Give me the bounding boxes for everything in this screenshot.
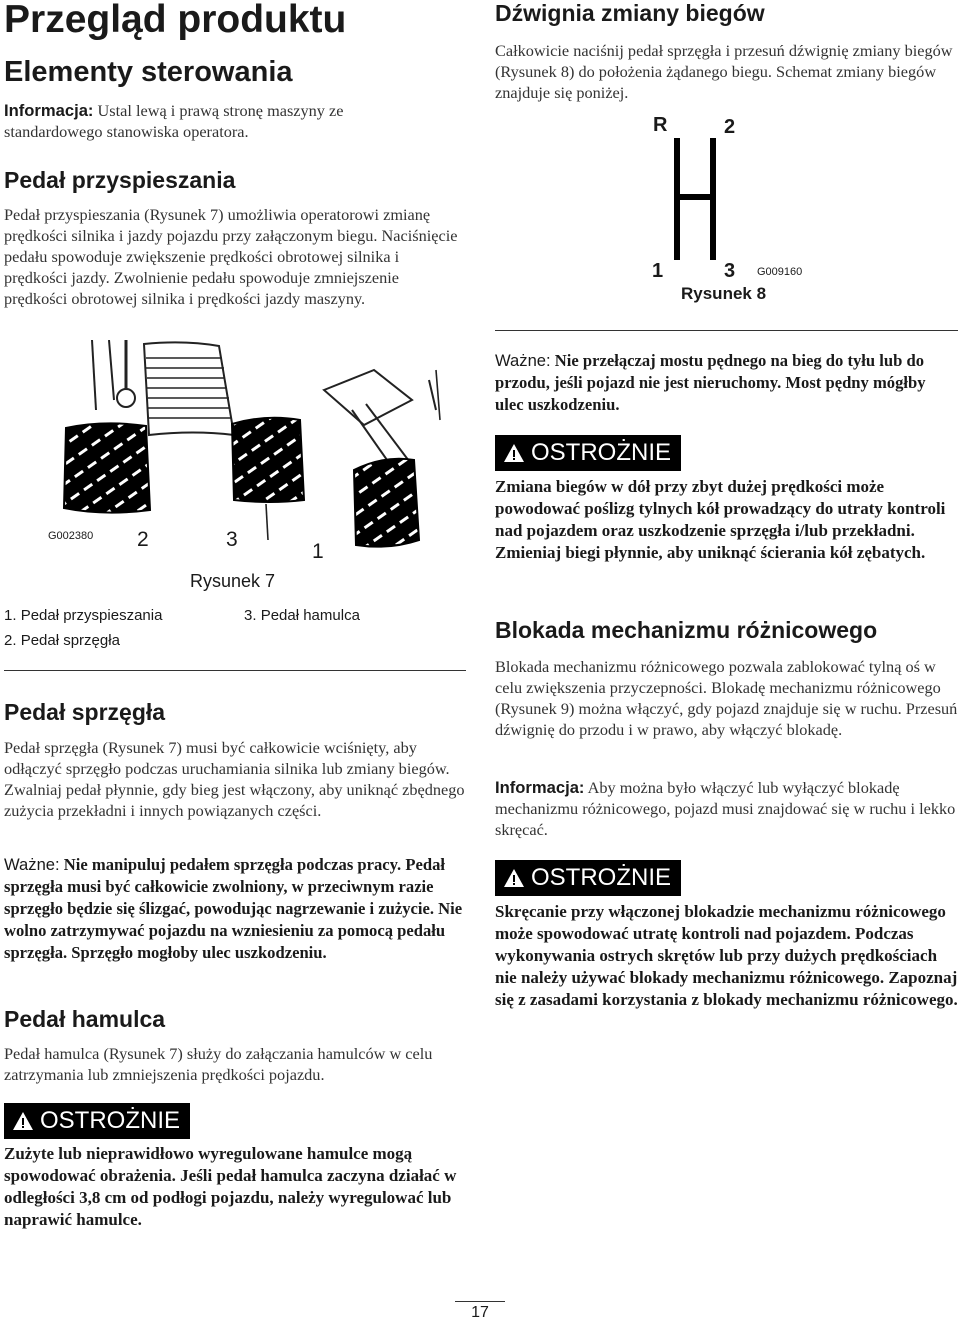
shift-position-3: 3 [724,260,736,282]
figure-7-callout-2: 2 [137,528,149,551]
figure-7-callout-3: 3 [226,528,238,551]
clutch-important [4,854,466,964]
shift-heading: Dźwignia zmiany biegów [495,0,765,26]
legend-item-3: 3. Pedał hamulca [244,607,360,624]
page-title: Przegląd produktu [4,0,347,41]
diff-text: Blokada mechanizmu różnicowego pozwala zablokować tylną oś w celu zwiększenia przyczepności. Blokadę mechanizmu różnicowego (Rysunek 9) można włączyć, gdy pojazd znajduje się w ruchu. Przesuń dźwignię do przodu i w prawo, aby włączyć blokadę. [495,657,958,739]
diff-info-label: Informacja: [495,778,585,797]
info-text: Ustal lewą i prawą stronę maszyny ze standardowego stanowiska operatora. [4,101,344,141]
warning-triangle-icon [503,443,525,463]
shift-important-text: Nie przełączaj mostu pędnego na bieg do tyłu lub do przodu, jeśli pojazd nie jest nieruchomy. Most pędny mógłby ulec uszkodzeniu. [495,351,926,414]
brake-caution-text: Zużyte lub nieprawidłowo wyregulowane hamulce mogą spowodować obrażenia. Jeśli pedał hamulca zaczyna działać w odległości 3,8 cm od podłogi pojazdu, należy wyregulować lub naprawić hamulce. [4,1144,457,1229]
clutch-important-text: Nie manipuluj pedałem sprzęgła podczas pracy. Pedał sprzęgła musi być całkowicie zwolniony, w przeciwnym razie sprzęgło będzie się ślizgać, powodując nagrzewanie i zużycie. Nie wolno zatrzymywać pojazdu na wzniesieniu za pomocą pedału sprzęgła. Sprzęgło mogłoby ulec uszkodzeniu. [4,855,463,962]
shift-position-2: 2 [724,116,736,138]
legend-item-2: 2. Pedał sprzęgła [4,632,120,649]
diff-caution-badge: OSTROŻNIE [495,860,681,896]
info-label: Informacja: [4,101,94,120]
brake-caution-badge: OSTROŻNIE [4,1103,190,1139]
accel-text: Pedał przyspieszania (Rysunek 7) umożliwia operatorowi zmianę prędkości silnika i jazdy pojazdu przy załączonym biegu. Naciśnięcie pedału spowoduje zwiększenie prędkości obrotowej silnika i prędkości jazdy. Zwolnienie pedału spowoduje zmniejszenie prędkości obrotowej silnika i prędkości jazdy maszyny. [4,205,458,308]
shift-important [495,350,958,416]
figure-7-callout-1: 1 [312,540,324,563]
divider [4,670,466,671]
controls-heading: Elementy sterowania [4,56,293,88]
diff-heading: Blokada mechanizmu różnicowego [495,617,878,643]
shift-caution-text: Zmiana biegów w dół przy zbyt dużej prędkości może powodować poślizg tylnych kół prowadzący do utraty kontroli nad pojazdem oraz uszkodzenie sprzęgła i/lub przekładni. Zmieniaj biegi płynnie, aby uniknąć ścierania kół zębatych. [495,477,946,562]
divider [495,330,958,331]
clutch-text: Pedał sprzęgła (Rysunek 7) musi być całkowicie wciśnięty, aby odłączyć sprzęgło podczas uruchamiania silnika lub zmiany biegów. Zwalniaj pedał płynnie, gdy bieg jest włączony, aby uniknąć zbędnego zużycia przekładni i innych powiązanych części. [4,738,465,820]
figure-8-code: G009160 [757,266,803,278]
shift-text: Całkowicie naciśnij pedał sprzęgła i przesuń dźwignię zmiany biegów (Rysunek 8) do położenia żądanego biegu. Schemat zmiany biegów znajduje się poniżej. [495,41,953,102]
brake-heading: Pedał hamulca [4,1006,166,1032]
diff-caution-text: Skręcanie przy włączonej blokadzie mechanizmu różnicowego może spowodować utratę kontroli nad pojazdem. Podczas wykonywania ostrych skrętów lub przy dużych prędkościach nie należy używać blokady mechanizmu różnicowego. Zapoznaj się z zasadami korzystania z blokady mechanizmu różnicowego. [495,902,958,1009]
shift-position-1: 1 [652,260,664,282]
page-number: 17 [455,1301,505,1322]
shift-important-label: Ważne: [495,351,551,370]
figure-8-caption: Rysunek 8 [681,284,767,303]
clutch-important-label: Ważne: [4,855,60,874]
warning-triangle-icon [503,868,525,888]
figure-7-code: G002380 [48,530,94,542]
brake-text: Pedał hamulca (Rysunek 7) służy do załączania hamulców w celu zatrzymania lub zmniejszenia prędkości pojazdu. [4,1044,433,1084]
warning-triangle-icon [12,1111,34,1131]
shift-caution-badge: OSTROŻNIE [495,435,681,471]
figure-7-pedals-illustration [34,340,454,550]
info-note [4,100,444,142]
diff-info [495,777,958,840]
clutch-heading: Pedał sprzęgła [4,699,166,725]
diff-info-text: Aby można było włączyć lub wyłączyć blokadę mechanizmu różnicowego, pojazd musi znajdować się w ruchu i lekko skręcać. [495,778,956,839]
legend-item-1: 1. Pedał przyspieszania [4,607,163,624]
shift-pattern-h-icon [670,138,720,260]
accel-heading: Pedał przyspieszania [4,167,236,193]
shift-position-r: R [653,114,668,136]
figure-7-caption: Rysunek 7 [190,571,276,591]
